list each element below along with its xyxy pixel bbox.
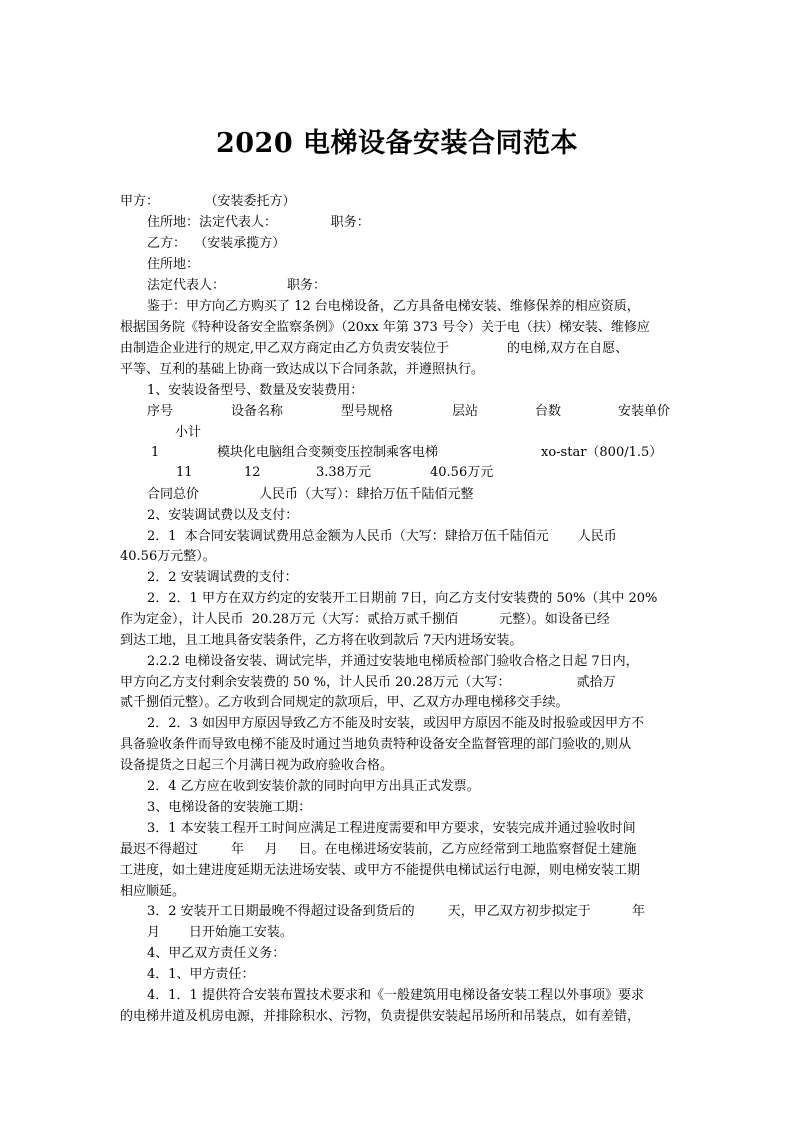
contract-total-value: 人民币（大写）：肆拾万伍千陆佰元整: [259, 487, 474, 502]
table-header-cell: 台数: [535, 404, 562, 419]
clause-2-2-2-line-2: 甲方向乙方支付剩余安装费的 50 %，计人民币 20.28万元（大写： 贰拾万: [120, 675, 616, 690]
clause-2-2-2-line-3: 贰千捌佰元整）。乙方收到合同规定的款项后，甲、乙双方办理电梯移交手续。: [120, 695, 569, 710]
table-cell-subtotal: 40.56万元: [430, 465, 494, 480]
clause-4-1-heading: 4．1、甲方责任：: [147, 967, 255, 982]
clause-3-1-line-4: 相应顺延。: [120, 884, 186, 899]
party-a-line: 甲方： （安装委托方）: [120, 194, 296, 209]
intro-line-4: 平等、互利的基础上协商一致达成以下合同条款，并遵照执行。: [120, 362, 485, 377]
party-a-address-line: 住所地：法定代表人： 职务：: [147, 215, 370, 230]
clause-2-2-1-line-3: 到达工地，且工地具备安装条件，乙方将在收到款后 7天内进场安装。: [120, 633, 523, 648]
section-2-heading: 2、安装调试费以及支付：: [147, 508, 299, 523]
table-cell-count: 12: [244, 465, 261, 480]
section-3-heading: 3、电梯设备的安装施工期：: [147, 800, 312, 815]
table-row: [0, 443, 794, 463]
clause-2-1-line-2: 40.56万元整）。: [120, 549, 216, 564]
table-header-cell: 序号: [147, 404, 174, 419]
clause-3-2-line-1: 3．2 安装开工日期最晚不得超过设备到货后的 天，甲乙双方初步拟定于 年: [147, 904, 646, 919]
clause-2-4: 2．4 乙方应在收到安装价款的同时向甲方出具正式发票。: [147, 779, 480, 794]
table-header-cell: 小计: [175, 425, 202, 440]
clause-2-2-3-line-3: 设备提货之日起三个月满日视为政府验收合格。: [120, 758, 394, 773]
table-header-cell: 型号规格: [341, 404, 394, 419]
intro-line-2: 根据国务院《特种设备安全监察条例》（20xx 年第 373 号令）关于电（扶）梯安装、维修应: [120, 320, 650, 335]
table-header-cell: 层站: [452, 404, 479, 419]
clause-3-1-line-2: 最迟不得超过 年 月 日。在电梯进场安装前，乙方应经常到工地监察督促土建施: [120, 842, 637, 857]
table-cell-floors: 11: [176, 465, 193, 480]
party-b-line: 乙方： （安装承揽方）: [147, 236, 286, 251]
equipment-table-header: [0, 402, 794, 422]
table-header-cell: 设备名称: [231, 404, 284, 419]
clause-2-2-1-line-2: 作为定金），计人民币 20.28万元（大写：贰拾万贰千捌佰 元整）。如设备已经: [120, 612, 610, 627]
contract-total-label: 合同总价: [147, 487, 200, 502]
clause-3-1-line-3: 工进度，如土建进度延期无法进场安装、或甲方不能提供电梯试运行电源，则电梯安装工期: [120, 863, 641, 878]
clause-2-2-heading: 2．2 安装调试费的支付：: [147, 570, 298, 585]
section-4-heading: 4、甲乙双方责任义务：: [147, 946, 286, 961]
clause-4-1-1-line-2: 的电梯井道及机房电源，并排除积水、污物，负责提供安装起吊场所和吊装点，如有差错，: [120, 1009, 641, 1024]
contract-total-row: [0, 485, 794, 505]
clause-4-1-1-line-1: 4．1．1 提供符合安装布置技术要求和《一般建筑用电梯设备安装工程以外事项》要求: [147, 988, 644, 1003]
clause-2-1-line-1: 2．1 本合同安装调试费用总金额为人民币（大写：肆拾万伍千陆佰元 人民币: [147, 529, 617, 544]
table-cell-name: 模块化电脑组合变频变压控制乘客电梯: [217, 445, 439, 460]
table-cell-no: 1: [151, 445, 160, 460]
table-cell-unit-price: 3.38万元: [316, 465, 371, 480]
table-header-cell: 安装单价: [618, 404, 671, 419]
table-row-continued: [0, 463, 794, 483]
clause-2-2-3-line-1: 2．2．3 如因甲方原因导致乙方不能及时安装，或因甲方原因不能及时报验或因甲方不: [147, 716, 644, 731]
party-b-address-line: 住所地：: [147, 257, 200, 272]
intro-line-3: 由制造企业进行的规定,甲乙双方商定由乙方负责安装位于 的电梯,双方在自愿、: [120, 341, 629, 356]
clause-2-2-3-line-2: 具备验收条件而导致电梯不能及时通过当地负责特种设备安全监督管理的部门验收的,则从: [120, 737, 632, 752]
clause-2-2-2-line-1: 2.2.2 电梯设备安装、调试完毕，并通过安装地电梯质检部门验收合格之日起 7日内，: [147, 654, 639, 669]
clause-3-1-line-1: 3．1 本安装工程开工时间应满足工程进度需要和甲方要求，安装完成并通过验收时间: [147, 821, 636, 836]
clause-3-2-line-2: 月 日开始施工安装。: [147, 925, 293, 940]
table-cell-model: xo-star（800/1.5）: [541, 445, 663, 460]
equipment-table-header-wrap: [0, 423, 794, 443]
document-title: 2020 电梯设备安装合同范本: [215, 128, 579, 159]
section-1-heading: 1、安装设备型号、数量及安装费用：: [147, 383, 364, 398]
clause-2-2-1-line-1: 2．2．1 甲方在双方约定的安装开工日期前 7日，向乙方支付安装费的 50%（其中 20%: [147, 591, 658, 606]
party-b-representative-line: 法定代表人： 职务：: [147, 278, 326, 293]
intro-line-1: 鉴于：甲方向乙方购买了 12 台电梯设备，乙方具备电梯安装、维修保养的相应资质，: [147, 299, 640, 314]
